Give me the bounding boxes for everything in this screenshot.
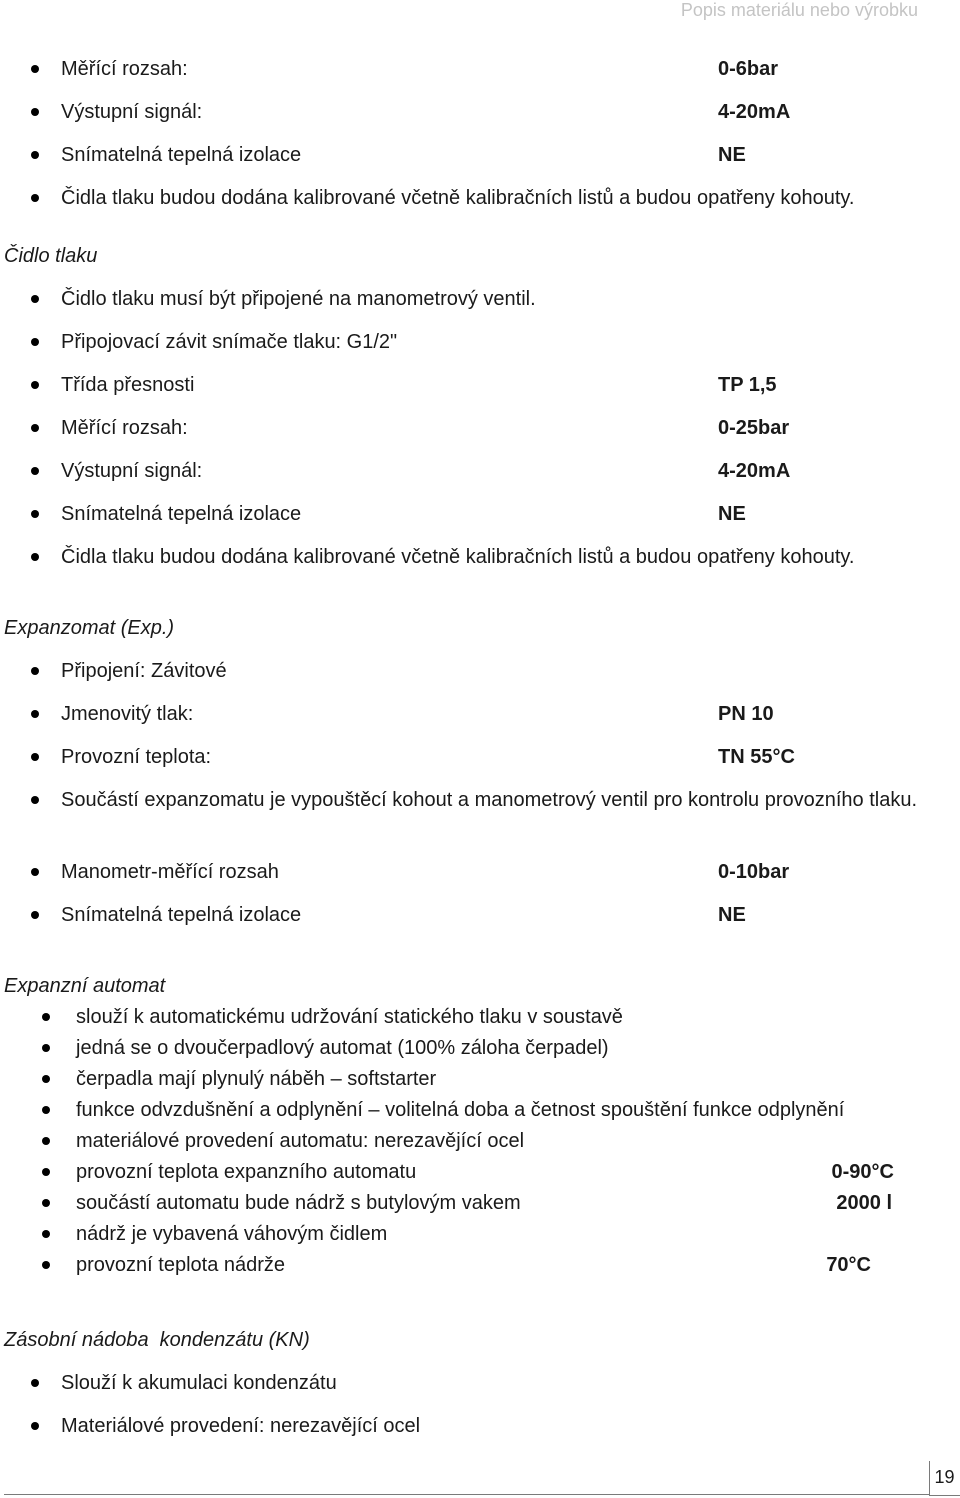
item-label: Manometr-měřící rozsah: [61, 861, 279, 883]
item-label: Snímatelná tepelná izolace: [61, 904, 302, 926]
section-title: Expanzomat (Exp.): [4, 617, 175, 639]
item-value: 0-90°C: [831, 1161, 894, 1183]
bullet-icon: [31, 753, 39, 761]
item-label: Provozní teplota:: [61, 746, 212, 768]
section-title: Čidlo tlaku: [4, 245, 98, 267]
item-value: 2000 l: [836, 1192, 892, 1214]
bullet-icon: [42, 1013, 50, 1021]
item-label: Připojovací závit snímače tlaku: G1/2": [61, 331, 398, 353]
item-value: PN 10: [718, 703, 774, 725]
bullet-icon: [31, 467, 39, 475]
list-item: [0, 328, 960, 356]
bullet-icon: [42, 1230, 50, 1238]
section-title: Expanzní automat: [4, 975, 166, 997]
list-item: [0, 700, 960, 728]
list-item: [0, 1159, 960, 1185]
bullet-icon: [42, 1075, 50, 1083]
bullet-icon: [31, 194, 39, 202]
list-item: [0, 457, 960, 485]
item-label: Připojení: Závitové: [61, 660, 227, 682]
section-title: Zásobní nádoba kondenzátu (KN): [4, 1329, 310, 1351]
item-value: NE: [718, 503, 746, 525]
list-item: [0, 1252, 960, 1278]
item-label: Čidla tlaku budou dodána kalibrované včetně kalibračních listů a budou opatřeny kohouty.: [61, 546, 855, 568]
list-item: [0, 1221, 960, 1247]
item-value: 4-20mA: [718, 460, 791, 482]
item-label: součástí automatu bude nádrž s butylovým vakem: [76, 1192, 521, 1214]
list-item: [0, 141, 960, 169]
list-item: [0, 414, 960, 442]
item-label: Čidlo tlaku musí být připojené na manometrový ventil.: [61, 288, 536, 310]
bullet-icon: [31, 667, 39, 675]
bullet-icon: [31, 338, 39, 346]
bullet-icon: [31, 1422, 39, 1430]
item-label: Součástí expanzomatu je vypouštěcí kohout a manometrový ventil pro kontrolu provozního tlaku.: [61, 789, 918, 811]
footer-rule: [4, 1494, 929, 1495]
item-value: 0-6bar: [718, 58, 779, 80]
item-label: nádrž je vybavená váhovým čidlem: [76, 1223, 388, 1245]
item-label: Čidla tlaku budou dodána kalibrované včetně kalibračních listů a budou opatřeny kohouty.: [61, 187, 855, 209]
bullet-icon: [31, 65, 39, 73]
list-item: [0, 1128, 960, 1154]
item-value: 0-10bar: [718, 861, 790, 883]
item-label: Jmenovitý tlak:: [61, 703, 194, 725]
list-item: [0, 1412, 960, 1440]
item-label: Snímatelná tepelná izolace: [61, 144, 302, 166]
item-label: funkce odvzdušnění a odplynění – volitelná doba a četnost spouštění funkce odplynění: [76, 1099, 845, 1121]
bullet-icon: [31, 424, 39, 432]
list-item: [0, 543, 960, 571]
list-item: [0, 371, 960, 399]
list-item: [0, 184, 960, 212]
bullet-icon: [31, 381, 39, 389]
bullet-icon: [31, 151, 39, 159]
page-header-title: Popis materiálu nebo výrobku: [680, 0, 918, 20]
list-item: [0, 55, 960, 83]
bullet-icon: [31, 510, 39, 518]
item-label: Výstupní signál:: [61, 101, 203, 123]
item-label: Slouží k akumulaci kondenzátu: [61, 1372, 337, 1394]
item-label: Výstupní signál:: [61, 460, 203, 482]
item-label: provozní teplota expanzního automatu: [76, 1161, 417, 1183]
list-item: [0, 786, 960, 842]
bullet-icon: [31, 108, 39, 116]
list-item: [0, 1190, 960, 1216]
list-item: [0, 500, 960, 528]
page-number: 19: [934, 1467, 955, 1487]
bullet-icon: [31, 553, 39, 561]
bullet-icon: [31, 911, 39, 919]
list-item: [0, 858, 960, 886]
item-label: čerpadla mají plynulý náběh – softstarter: [76, 1068, 437, 1090]
bullet-icon: [31, 796, 39, 804]
item-label: Snímatelná tepelná izolace: [61, 503, 302, 525]
item-label: slouží k automatickému udržování statického tlaku v soustavě: [76, 1006, 623, 1028]
item-value: NE: [718, 144, 746, 166]
bullet-icon: [42, 1137, 50, 1145]
item-label: Měřící rozsah:: [61, 58, 188, 80]
item-value: TP 1,5: [718, 374, 777, 396]
item-label: Materiálové provedení: nerezavějící ocel: [61, 1415, 421, 1437]
bullet-icon: [31, 710, 39, 718]
item-value: NE: [718, 904, 746, 926]
bullet-icon: [42, 1106, 50, 1114]
bullet-icon: [31, 868, 39, 876]
list-item: [0, 1369, 960, 1397]
list-item: [0, 743, 960, 771]
list-item: [0, 1004, 960, 1030]
list-item: [0, 1066, 960, 1092]
item-label: materiálové provedení automatu: nerezavějící ocel: [76, 1130, 525, 1152]
bullet-icon: [42, 1044, 50, 1052]
list-item: [0, 285, 960, 313]
item-value: 4-20mA: [718, 101, 791, 123]
item-value: 0-25bar: [718, 417, 790, 439]
item-label: Třída přesnosti: [61, 374, 195, 396]
item-value: 70°C: [826, 1254, 871, 1276]
item-value: TN 55°C: [718, 746, 795, 768]
bullet-icon: [31, 295, 39, 303]
item-label: Měřící rozsah:: [61, 417, 188, 439]
list-item: [0, 1035, 960, 1061]
list-item: [0, 98, 960, 126]
list-item: [0, 657, 960, 685]
item-label: provozní teplota nádrže: [76, 1254, 286, 1276]
item-label: jedná se o dvoučerpadlový automat (100% záloha čerpadel): [76, 1037, 609, 1059]
bullet-icon: [31, 1379, 39, 1387]
list-item: [0, 901, 960, 929]
list-item: [0, 1097, 960, 1123]
